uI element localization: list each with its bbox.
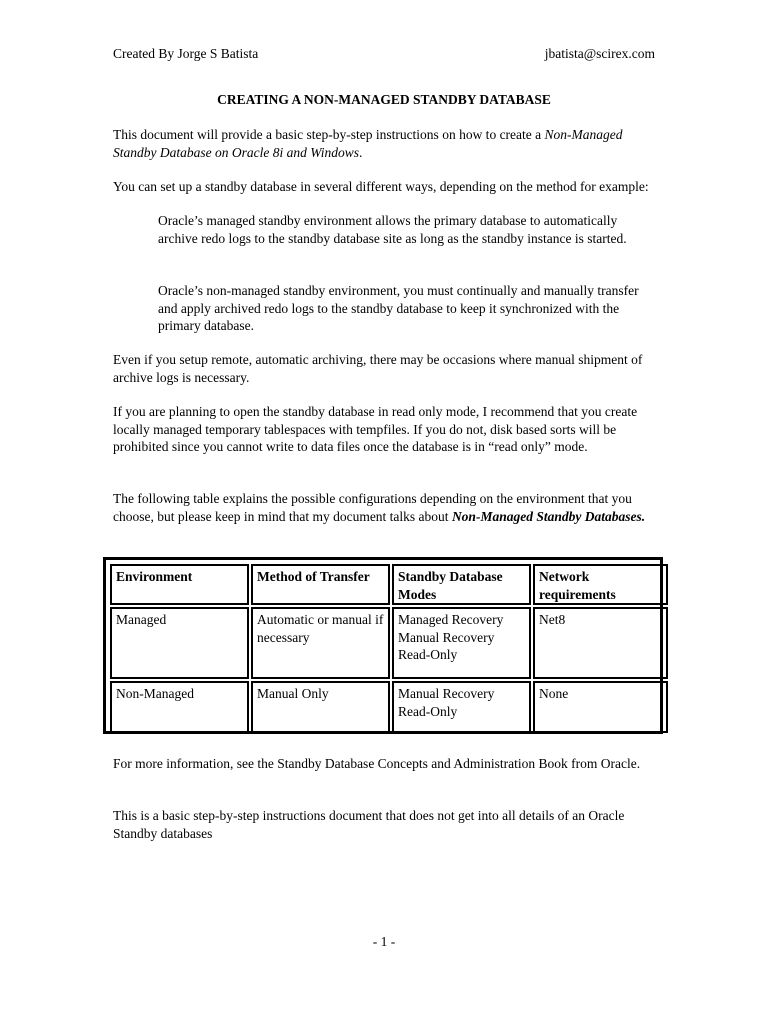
table-intro-text: The following table explains the possible configurations depending on the environment that you choose, but please keep in mind that my document talks about: [113, 491, 632, 524]
header-network: Network requirements: [533, 564, 668, 605]
archiving-paragraph: Even if you setup remote, automatic archiving, there may be occasions where manual shipment of archive logs is necessary.: [113, 352, 643, 385]
document-title: CREATING A NON-MANAGED STANDBY DATABASE: [217, 92, 551, 107]
table-intro-emphasis: Non-Managed Standby Databases.: [451, 508, 646, 524]
cell-network: Net8: [533, 607, 668, 679]
header-environment: Environment: [110, 564, 249, 605]
cell-method: Manual Only: [251, 681, 390, 733]
mode-item: Read-Only: [398, 703, 458, 719]
header-method: Method of Transfer: [251, 564, 390, 605]
intro-emphasis: Non-Managed Standby Database on Oracle 8i and Windows: [113, 127, 623, 160]
mode-item: Manual Recovery: [398, 629, 495, 645]
table-row: [110, 681, 668, 733]
table-header-row: [110, 564, 668, 605]
cell-network: None: [533, 681, 668, 733]
header-email: jbatista@scirex.com: [544, 46, 655, 61]
table-intro-paragraph: [113, 490, 657, 525]
intro-paragraph: [113, 126, 657, 161]
mode-item: Read-Only: [398, 647, 458, 663]
table-row: [110, 607, 668, 679]
managed-paragraph: Oracle’s managed standby environment allows the primary database to automatically archive redo logs to the standby database site as long as the standby instance is started.: [158, 213, 627, 246]
cell-modes: [392, 681, 531, 733]
cell-environment: Managed: [110, 607, 249, 679]
setup-paragraph: You can set up a standby database in several different ways, depending on the method for example:: [113, 179, 649, 194]
cell-environment: Non-Managed: [110, 681, 249, 733]
configuration-grid: [108, 562, 670, 735]
cell-modes: [392, 607, 531, 679]
more-info-paragraph: For more information, see the Standby Database Concepts and Administration Book from Oracle.: [113, 756, 641, 771]
header-author: Created By Jorge S Batista: [113, 46, 259, 61]
readonly-paragraph: If you are planning to open the standby database in read only mode, I recommend that you create locally managed temporary tablespaces with tempfiles. If you do not, disk based sorts will be prohibited since you cannot write to data files once the database is in “read only” mode.: [113, 404, 638, 455]
intro-end: .: [359, 144, 363, 160]
mode-item: Managed Recovery: [398, 612, 504, 628]
configuration-table: [103, 557, 663, 734]
nonmanaged-paragraph: Oracle’s non-managed standby environment, you must continually and manually transfer and apply archived redo logs to the standby database to keep it synchronized with the primary database.: [158, 283, 639, 334]
mode-item: Manual Recovery: [398, 686, 495, 702]
page-number: - 1 -: [372, 934, 396, 949]
cell-method: Automatic or manual if necessary: [251, 607, 390, 679]
intro-text: This document will provide a basic step-by-step instructions on how to create a: [113, 127, 545, 142]
header-modes: Standby Database Modes: [392, 564, 531, 605]
basic-paragraph: This is a basic step-by-step instructions document that does not get into all details of an Oracle Standby databases: [113, 808, 625, 841]
